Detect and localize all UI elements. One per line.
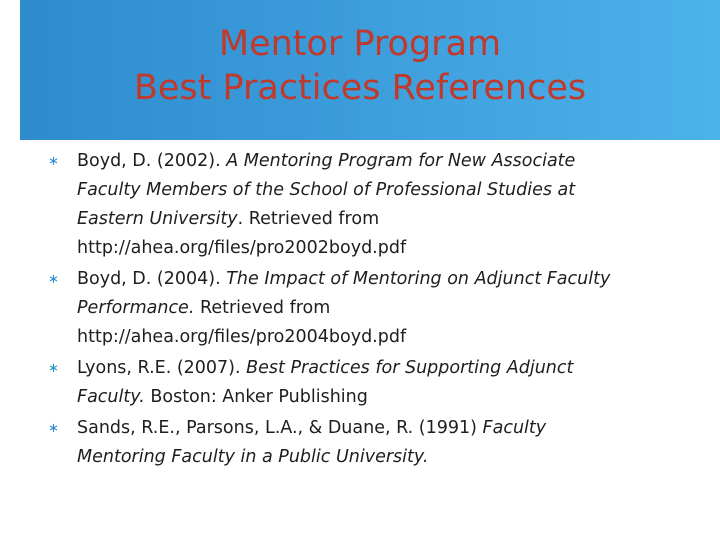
reference-item (48, 414, 698, 472)
reference-line (77, 294, 698, 323)
reference-title: Best Practices for Supporting Adjunct (246, 358, 574, 378)
reference-text (77, 414, 698, 472)
asterisk-bullet-icon: ∗ (48, 272, 59, 287)
reference-source: . Retrieved from (237, 209, 380, 229)
reference-item (48, 147, 698, 263)
reference-title-continued: Faculty. (77, 387, 145, 407)
reference-source: Boston: Anker Publishing (144, 387, 368, 407)
reference-text (77, 354, 698, 412)
asterisk-bullet-icon: ∗ (48, 154, 59, 169)
reference-line (77, 205, 698, 234)
reference-line (77, 147, 698, 176)
reference-item (48, 265, 698, 352)
reference-author-year: Lyons, R.E. (2007). (77, 358, 247, 378)
reference-author-year: Sands, R.E., Parsons, L.A., & Duane, R. (1991) (77, 418, 483, 438)
title-line-2: Best Practices References (133, 68, 587, 108)
asterisk-bullet-icon: ∗ (48, 421, 59, 436)
reference-line (77, 354, 698, 383)
reference-line (77, 265, 698, 294)
reference-title: Faculty (482, 418, 547, 438)
reference-text (77, 265, 698, 352)
reference-title: A Mentoring Program for New Associate (226, 151, 576, 171)
reference-line (77, 383, 698, 412)
reference-title-continued: Eastern University (77, 209, 238, 229)
reference-text (77, 147, 698, 263)
asterisk-bullet-icon: ∗ (48, 361, 59, 376)
reference-url: http://ahea.org/files/pro2004boyd.pdf (77, 327, 407, 347)
slide-title (20, 22, 700, 110)
reference-list (48, 147, 698, 474)
reference-title-continued: Performance. (77, 298, 195, 318)
reference-line (77, 414, 698, 443)
reference-title: The Impact of Mentoring on Adjunct Faculty (226, 269, 611, 289)
title-line-1: Mentor Program (218, 24, 502, 64)
reference-author-year: Boyd, D. (2002). (77, 151, 227, 171)
reference-source: Retrieved from (194, 298, 331, 318)
reference-url: http://ahea.org/files/pro2002boyd.pdf (77, 238, 407, 258)
reference-author-year: Boyd, D. (2004). (77, 269, 227, 289)
reference-item (48, 354, 698, 412)
reference-title-continued: Mentoring Faculty in a Public University. (77, 447, 429, 467)
reference-title-continued: Faculty Members of the School of Professional Studies at (77, 180, 576, 200)
